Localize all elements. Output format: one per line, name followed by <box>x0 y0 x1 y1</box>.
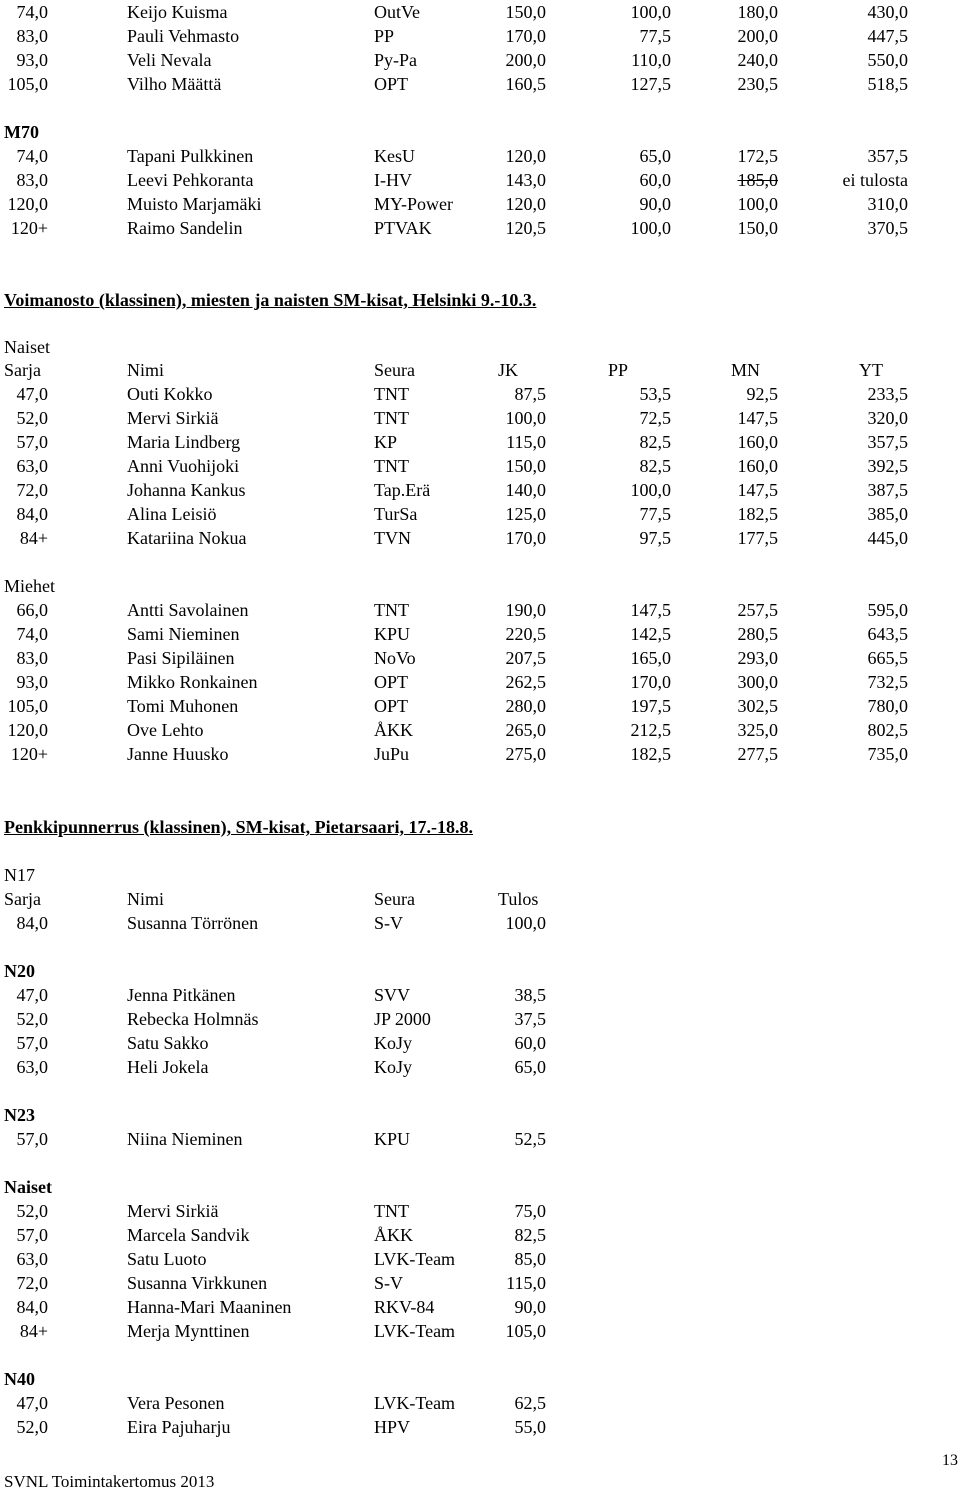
weight-class: 52,0 <box>16 408 48 428</box>
club: KoJy <box>374 1033 413 1053</box>
table-row <box>0 144 960 168</box>
squat-result: 150,0 <box>505 2 546 22</box>
page-number: 13 <box>942 1452 958 1469</box>
column-header-mn: MN <box>731 360 761 380</box>
total-result: 595,0 <box>867 600 908 620</box>
athlete-name: Mikko Ronkainen <box>127 672 258 692</box>
table-row <box>0 526 960 550</box>
bench-result: 127,5 <box>630 74 671 94</box>
column-header-nimi: Nimi <box>127 360 165 380</box>
weight-class: 63,0 <box>16 1249 48 1269</box>
squat-result: 120,0 <box>505 194 546 214</box>
table-row <box>0 718 960 742</box>
total-result: 643,5 <box>867 624 908 644</box>
club: TNT <box>374 408 409 428</box>
deadlift-result: 177,5 <box>737 528 778 548</box>
result: 55,0 <box>514 1417 546 1437</box>
section-title-voimanosto: Voimanosto (klassinen), miesten ja naisten SM-kisat, Helsinki 9.-10.3. <box>4 290 537 310</box>
club: TNT <box>374 456 409 476</box>
squat-result: 207,5 <box>505 648 546 668</box>
table-row <box>0 598 960 622</box>
weight-class: 84,0 <box>16 504 48 524</box>
weight-class: 74,0 <box>16 624 48 644</box>
athlete-name: Johanna Kankus <box>127 480 246 500</box>
total-result: 392,5 <box>867 456 908 476</box>
column-header-seura: Seura <box>374 360 415 380</box>
club: TVN <box>374 528 411 548</box>
total-result: 233,5 <box>867 384 908 404</box>
column-header-nimi: Nimi <box>127 889 165 909</box>
table-row <box>0 168 960 192</box>
squat-result: 150,0 <box>505 456 546 476</box>
athlete-name: Outi Kokko <box>127 384 213 404</box>
bench-result: 97,5 <box>639 528 671 548</box>
weight-class: 120,0 <box>7 720 48 740</box>
athlete-name: Antti Savolainen <box>127 600 249 620</box>
club: KesU <box>374 146 415 166</box>
bench-result: 90,0 <box>639 194 671 214</box>
table-row <box>0 742 960 766</box>
column-header-sarja: Sarja <box>4 889 41 909</box>
bench-result: 65,0 <box>639 146 671 166</box>
club: MY-Power <box>374 194 453 214</box>
athlete-name: Leevi Pehkoranta <box>127 170 254 190</box>
athlete-name: Veli Nevala <box>127 50 212 70</box>
squat-result: 280,0 <box>505 696 546 716</box>
squat-result: 190,0 <box>505 600 546 620</box>
club: LVK-Team <box>374 1393 456 1413</box>
athlete-name: Raimo Sandelin <box>127 218 243 238</box>
total-result: 780,0 <box>867 696 908 716</box>
athlete-name: Niina Nieminen <box>127 1129 243 1149</box>
total-result: 430,0 <box>867 2 908 22</box>
weight-class: 72,0 <box>16 1273 48 1293</box>
athlete-name: Eira Pajuharju <box>127 1417 231 1437</box>
deadlift-result: 160,0 <box>737 432 778 452</box>
deadlift-result: 257,5 <box>737 600 778 620</box>
category-heading-miehet: Miehet <box>4 576 55 596</box>
weight-class: 47,0 <box>16 1393 48 1413</box>
result: 82,5 <box>514 1225 546 1245</box>
weight-class: 52,0 <box>16 1201 48 1221</box>
category-heading-naiset: Naiset <box>4 1177 52 1197</box>
result: 60,0 <box>514 1033 546 1053</box>
squat-result: 125,0 <box>505 504 546 524</box>
section-title-penkkipunnerrus: Penkkipunnerrus (klassinen), SM-kisat, Pietarsaari, 17.-18.8. <box>4 817 474 837</box>
squat-result: 160,5 <box>505 74 546 94</box>
total-result: 665,5 <box>867 648 908 668</box>
athlete-name: Jenna Pitkänen <box>127 985 236 1005</box>
table-row <box>0 454 960 478</box>
athlete-name: Satu Luoto <box>127 1249 207 1269</box>
weight-class: 120,0 <box>7 194 48 214</box>
column-header-yt: YT <box>859 360 883 380</box>
club: KPU <box>374 624 411 644</box>
bench-result: 100,0 <box>630 480 671 500</box>
weight-class: 52,0 <box>16 1417 48 1437</box>
squat-result: 115,0 <box>506 432 546 452</box>
athlete-name: Satu Sakko <box>127 1033 209 1053</box>
athlete-name: Janne Huusko <box>127 744 229 764</box>
deadlift-result: 293,0 <box>737 648 778 668</box>
athlete-name: Hanna-Mari Maaninen <box>127 1297 292 1317</box>
table-row <box>0 72 960 96</box>
deadlift-result: 300,0 <box>737 672 778 692</box>
page-footer: SVNL Toimintakertomus 2013 <box>4 1472 215 1491</box>
result: 65,0 <box>514 1057 546 1077</box>
athlete-name: Sami Nieminen <box>127 624 240 644</box>
result: 62,5 <box>514 1393 546 1413</box>
weight-class: 105,0 <box>7 74 48 94</box>
athlete-name: Tapani Pulkkinen <box>127 146 254 166</box>
table-row <box>0 502 960 526</box>
weight-class: 66,0 <box>16 600 48 620</box>
club: KP <box>374 432 398 452</box>
deadlift-result: 325,0 <box>737 720 778 740</box>
table-row <box>0 1319 960 1343</box>
squat-result: 100,0 <box>505 408 546 428</box>
club: PP <box>374 26 395 46</box>
deadlift-result: 147,5 <box>737 408 778 428</box>
club: TNT <box>374 384 409 404</box>
total-result: 802,5 <box>867 720 908 740</box>
result: 52,5 <box>514 1129 546 1149</box>
athlete-name: Mervi Sirkiä <box>127 1201 219 1221</box>
total-result: 445,0 <box>867 528 908 548</box>
total-result: 550,0 <box>867 50 908 70</box>
table-row <box>0 1199 960 1223</box>
deadlift-result: 277,5 <box>737 744 778 764</box>
deadlift-result: 150,0 <box>737 218 778 238</box>
weight-class: 63,0 <box>16 1057 48 1077</box>
bench-result: 142,5 <box>630 624 671 644</box>
club: KPU <box>374 1129 411 1149</box>
column-header-tulos: Tulos <box>498 889 539 909</box>
athlete-name: Alina Leisiö <box>127 504 217 524</box>
club: TNT <box>374 1201 409 1221</box>
weight-class: 105,0 <box>7 696 48 716</box>
athlete-name: Vera Pesonen <box>127 1393 225 1413</box>
result: 90,0 <box>514 1297 546 1317</box>
result: 100,0 <box>505 913 546 933</box>
table-row <box>0 1055 960 1079</box>
total-result: ei tulosta <box>842 170 908 190</box>
category-heading-m70: M70 <box>4 122 39 142</box>
table-row <box>0 24 960 48</box>
squat-result: 120,5 <box>505 218 546 238</box>
column-header-seura: Seura <box>374 889 415 909</box>
deadlift-result: 182,5 <box>737 504 778 524</box>
club: S-V <box>374 913 404 933</box>
squat-result: 200,0 <box>505 50 546 70</box>
total-result: 357,5 <box>867 432 908 452</box>
table-row <box>0 406 960 430</box>
table-row <box>0 1007 960 1031</box>
athlete-name: Muisto Marjamäki <box>127 194 262 214</box>
table-row <box>0 1223 960 1247</box>
athlete-name: Pauli Vehmasto <box>127 26 240 46</box>
deadlift-result: 230,5 <box>737 74 778 94</box>
table-row <box>0 1031 960 1055</box>
column-header-sarja: Sarja <box>4 360 41 380</box>
category-heading-n40: N40 <box>4 1369 35 1389</box>
table-row <box>0 670 960 694</box>
bench-result: 147,5 <box>630 600 671 620</box>
total-result: 310,0 <box>867 194 908 214</box>
club: HPV <box>374 1417 411 1437</box>
bench-result: 82,5 <box>639 456 671 476</box>
total-result: 732,5 <box>867 672 908 692</box>
bench-result: 77,5 <box>639 26 671 46</box>
club: KoJy <box>374 1057 413 1077</box>
weight-class: 120+ <box>10 218 48 238</box>
weight-class: 93,0 <box>16 672 48 692</box>
deadlift-result: 180,0 <box>737 2 778 22</box>
weight-class: 47,0 <box>16 384 48 404</box>
result: 38,5 <box>514 985 546 1005</box>
club: TNT <box>374 600 409 620</box>
deadlift-result: 172,5 <box>737 146 778 166</box>
table-header <box>0 887 960 911</box>
athlete-name: Merja Mynttinen <box>127 1321 250 1341</box>
category-heading-n17: N17 <box>4 865 35 885</box>
club: I-HV <box>374 170 412 190</box>
athlete-name: Maria Lindberg <box>127 432 241 452</box>
category-heading-naiset: Naiset <box>4 337 50 357</box>
category-heading-n20: N20 <box>4 961 35 981</box>
table-row <box>0 0 960 24</box>
squat-result: 170,0 <box>505 26 546 46</box>
result: 85,0 <box>514 1249 546 1269</box>
athlete-name: Katariina Nokua <box>127 528 247 548</box>
bench-result: 212,5 <box>630 720 671 740</box>
athlete-name: Keijo Kuisma <box>127 2 228 22</box>
deadlift-result: 100,0 <box>737 194 778 214</box>
deadlift-result: 160,0 <box>737 456 778 476</box>
club: RKV-84 <box>374 1297 435 1317</box>
table-row <box>0 192 960 216</box>
bench-result: 197,5 <box>630 696 671 716</box>
athlete-name: Mervi Sirkiä <box>127 408 219 428</box>
weight-class: 74,0 <box>16 146 48 166</box>
weight-class: 57,0 <box>16 1129 48 1149</box>
squat-result: 140,0 <box>505 480 546 500</box>
club: JP 2000 <box>374 1009 431 1029</box>
squat-result: 143,0 <box>505 170 546 190</box>
club: OPT <box>374 74 409 94</box>
club: LVK-Team <box>374 1321 456 1341</box>
weight-class: 57,0 <box>16 1033 48 1053</box>
athlete-name: Heli Jokela <box>127 1057 209 1077</box>
athlete-name: Vilho Määttä <box>127 74 222 94</box>
table-row <box>0 622 960 646</box>
athlete-name: Susanna Törrönen <box>127 913 259 933</box>
total-result: 357,5 <box>867 146 908 166</box>
table-row <box>0 646 960 670</box>
athlete-name: Ove Lehto <box>127 720 204 740</box>
club: OPT <box>374 696 409 716</box>
club: Py-Pa <box>374 50 418 70</box>
weight-class: 52,0 <box>16 1009 48 1029</box>
bench-result: 72,5 <box>639 408 671 428</box>
table-row <box>0 694 960 718</box>
table-row <box>0 1415 960 1439</box>
table-row <box>0 478 960 502</box>
athlete-name: Marcela Sandvik <box>127 1225 250 1245</box>
total-result: 320,0 <box>867 408 908 428</box>
squat-result: 265,0 <box>505 720 546 740</box>
table-row <box>0 1247 960 1271</box>
deadlift-result: 92,5 <box>746 384 778 404</box>
club: LVK-Team <box>374 1249 456 1269</box>
bench-result: 100,0 <box>630 218 671 238</box>
table-row <box>0 216 960 240</box>
bench-result: 182,5 <box>630 744 671 764</box>
athlete-name: Susanna Virkkunen <box>127 1273 268 1293</box>
weight-class: 84,0 <box>16 913 48 933</box>
weight-class: 120+ <box>10 744 48 764</box>
weight-class: 47,0 <box>16 985 48 1005</box>
weight-class: 83,0 <box>16 648 48 668</box>
weight-class: 83,0 <box>16 26 48 46</box>
squat-result: 120,0 <box>505 146 546 166</box>
athlete-name: Tomi Muhonen <box>127 696 239 716</box>
deadlift-result: 185,0 <box>737 170 778 190</box>
club: ÅKK <box>374 720 413 740</box>
result: 37,5 <box>514 1009 546 1029</box>
deadlift-result: 240,0 <box>737 50 778 70</box>
total-result: 385,0 <box>867 504 908 524</box>
athlete-name: Pasi Sipiläinen <box>127 648 235 668</box>
table-row <box>0 911 960 935</box>
column-header-pp: PP <box>608 360 629 380</box>
bench-result: 77,5 <box>639 504 671 524</box>
club: SVV <box>374 985 411 1005</box>
club: PTVAK <box>374 218 432 238</box>
club: TurSa <box>374 504 418 524</box>
club: OutVe <box>374 2 420 22</box>
deadlift-result: 200,0 <box>737 26 778 46</box>
deadlift-result: 147,5 <box>737 480 778 500</box>
squat-result: 220,5 <box>505 624 546 644</box>
weight-class: 74,0 <box>16 2 48 22</box>
table-row <box>0 1271 960 1295</box>
table-row <box>0 48 960 72</box>
result: 115,0 <box>506 1273 546 1293</box>
weight-class: 84+ <box>19 528 48 548</box>
table-row <box>0 1127 960 1151</box>
table-row <box>0 382 960 406</box>
result: 105,0 <box>505 1321 546 1341</box>
squat-result: 170,0 <box>505 528 546 548</box>
club: OPT <box>374 672 409 692</box>
club: Tap.Erä <box>374 480 431 500</box>
deadlift-result: 302,5 <box>737 696 778 716</box>
total-result: 387,5 <box>867 480 908 500</box>
club: ÅKK <box>374 1225 413 1245</box>
weight-class: 84,0 <box>16 1297 48 1317</box>
table-header <box>0 358 960 382</box>
athlete-name: Rebecka Holmnäs <box>127 1009 259 1029</box>
table-row <box>0 1295 960 1319</box>
weight-class: 63,0 <box>16 456 48 476</box>
bench-result: 110,0 <box>631 50 671 70</box>
table-row <box>0 430 960 454</box>
squat-result: 262,5 <box>505 672 546 692</box>
bench-result: 82,5 <box>639 432 671 452</box>
total-result: 370,5 <box>867 218 908 238</box>
athlete-name: Anni Vuohijoki <box>127 456 240 476</box>
club: S-V <box>374 1273 404 1293</box>
bench-result: 100,0 <box>630 2 671 22</box>
total-result: 447,5 <box>867 26 908 46</box>
table-row <box>0 983 960 1007</box>
bench-result: 60,0 <box>639 170 671 190</box>
bench-result: 53,5 <box>639 384 671 404</box>
result: 75,0 <box>514 1201 546 1221</box>
weight-class: 83,0 <box>16 170 48 190</box>
bench-result: 165,0 <box>630 648 671 668</box>
weight-class: 84+ <box>19 1321 48 1341</box>
bench-result: 170,0 <box>630 672 671 692</box>
deadlift-result: 280,5 <box>737 624 778 644</box>
squat-result: 275,0 <box>505 744 546 764</box>
squat-result: 87,5 <box>514 384 546 404</box>
column-header-jk: JK <box>498 360 519 380</box>
total-result: 518,5 <box>867 74 908 94</box>
weight-class: 57,0 <box>16 1225 48 1245</box>
table-row <box>0 1391 960 1415</box>
weight-class: 72,0 <box>16 480 48 500</box>
total-result: 735,0 <box>867 744 908 764</box>
club: JuPu <box>374 744 410 764</box>
weight-class: 57,0 <box>16 432 48 452</box>
weight-class: 93,0 <box>16 50 48 70</box>
category-heading-n23: N23 <box>4 1105 35 1125</box>
club: NoVo <box>374 648 416 668</box>
